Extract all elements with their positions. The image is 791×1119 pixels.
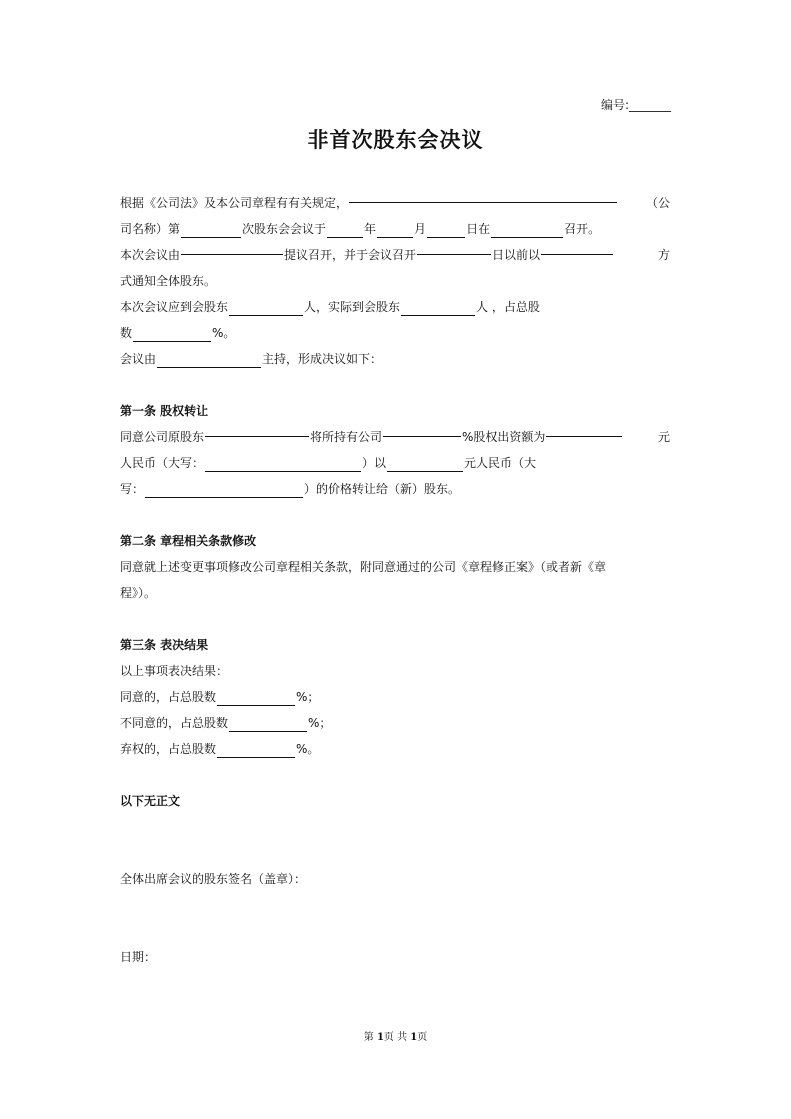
expected-shareholders-blank[interactable] xyxy=(229,297,303,316)
equity-percent-blank[interactable] xyxy=(383,418,461,437)
serial-number: 编号:_______ xyxy=(600,98,671,112)
agree-percent-blank[interactable] xyxy=(217,687,295,706)
page-total: 1 xyxy=(410,1032,418,1043)
date-line: 日期： xyxy=(120,950,157,964)
text: ）以 xyxy=(362,456,387,470)
disagree-percent-blank[interactable] xyxy=(229,713,307,732)
text: 会议由 xyxy=(120,352,157,366)
text: 主持，形成决议如下： xyxy=(262,352,383,366)
text: 次股东会会议于 xyxy=(242,222,327,236)
text: 元人民币（大 xyxy=(464,456,537,470)
text: 司名称）第 xyxy=(120,222,181,236)
text: 人民币（大写： xyxy=(120,456,205,470)
text: 写： xyxy=(120,482,145,496)
article-1-heading: 第一条 股权转让 xyxy=(120,404,209,418)
chair-blank[interactable] xyxy=(157,349,261,368)
intro-line-3 xyxy=(120,242,670,268)
text: 本次会议应到会股东 xyxy=(120,300,229,314)
article-1-line-1 xyxy=(120,424,670,450)
text: 月 xyxy=(414,222,427,236)
text: 元 xyxy=(657,430,670,444)
company-name-blank[interactable] xyxy=(349,184,617,203)
document-body xyxy=(120,190,670,970)
attending-shareholders-blank[interactable] xyxy=(401,297,475,316)
text: 不同意的，占总股数 xyxy=(120,716,229,730)
text: 日以前以 xyxy=(492,248,541,262)
article-3-heading: 第三条 表决结果 xyxy=(120,638,209,652)
text: 同意公司原股东 xyxy=(120,430,205,444)
text: %。 xyxy=(296,742,320,756)
text: 提议召开，并于会议召开 xyxy=(284,248,417,262)
page-number: 1 xyxy=(376,1032,384,1043)
text: （公 xyxy=(645,196,670,210)
text: %； xyxy=(308,716,332,730)
page-prefix: 第 xyxy=(363,1032,377,1043)
intro-line-7 xyxy=(120,346,670,372)
document-title: 非首次股东会决议 xyxy=(307,127,484,152)
notice-method-blank[interactable] xyxy=(541,236,613,255)
text: 根据《公司法》及本公司章程有有关规定， xyxy=(120,196,349,210)
text: %股权出资额为 xyxy=(462,430,546,444)
text: 人 ，占总股 xyxy=(476,300,540,314)
page-suffix: 页 xyxy=(417,1032,428,1043)
capital-amount-blank[interactable] xyxy=(546,418,622,437)
notice-days-blank[interactable] xyxy=(417,236,491,255)
transfer-price-blank[interactable] xyxy=(387,453,463,472)
text: 方 xyxy=(657,248,670,262)
article-2-line-2: 程》）。 xyxy=(120,586,157,600)
text: %。 xyxy=(212,326,236,340)
intro-line-1 xyxy=(120,190,670,216)
vote-agree-line xyxy=(120,684,670,710)
amount-uppercase-blank[interactable] xyxy=(205,453,361,472)
text: 弃权的，占总股数 xyxy=(120,742,217,756)
text: 人，实际到会股东 xyxy=(304,300,401,314)
text: 本次会议由 xyxy=(120,248,181,262)
article-1-line-3 xyxy=(120,476,670,502)
share-percent-blank[interactable] xyxy=(133,323,211,342)
text: 年 xyxy=(364,222,377,236)
text: %； xyxy=(296,690,320,704)
page-footer xyxy=(0,1028,791,1043)
abstain-percent-blank[interactable] xyxy=(217,739,295,758)
intro-line-4 xyxy=(120,268,670,294)
text: 将所持有公司 xyxy=(310,430,383,444)
intro-line-6 xyxy=(120,320,670,346)
text: 式通知全体股东。 xyxy=(120,274,217,288)
proposer-blank[interactable] xyxy=(181,236,283,255)
page-mid: 页 共 xyxy=(383,1032,411,1043)
signature-line: 全体出席会议的股东签名（盖章）： xyxy=(120,872,307,886)
original-shareholder-blank[interactable] xyxy=(205,418,309,437)
price-uppercase-blank[interactable] xyxy=(145,479,303,498)
article-1-line-2 xyxy=(120,450,670,476)
text: 日在 xyxy=(466,222,491,236)
text: 召开。 xyxy=(564,222,601,236)
vote-result-intro: 以上事项表决结果： xyxy=(120,664,229,678)
vote-abstain-line xyxy=(120,736,670,762)
vote-disagree-line xyxy=(120,710,670,736)
article-2-line-1: 同意就上述变更事项修改公司章程相关条款，附同意通过的公司《章程修正案》（或者新《章 xyxy=(120,560,607,574)
text: 数 xyxy=(120,326,133,340)
intro-line-5 xyxy=(120,294,670,320)
article-2-heading: 第二条 章程相关条款修改 xyxy=(120,534,257,548)
text: ）的价格转让给（新）股东。 xyxy=(304,482,461,496)
text: 同意的，占总股数 xyxy=(120,690,217,704)
no-further-text: 以下无正文 xyxy=(120,794,181,808)
